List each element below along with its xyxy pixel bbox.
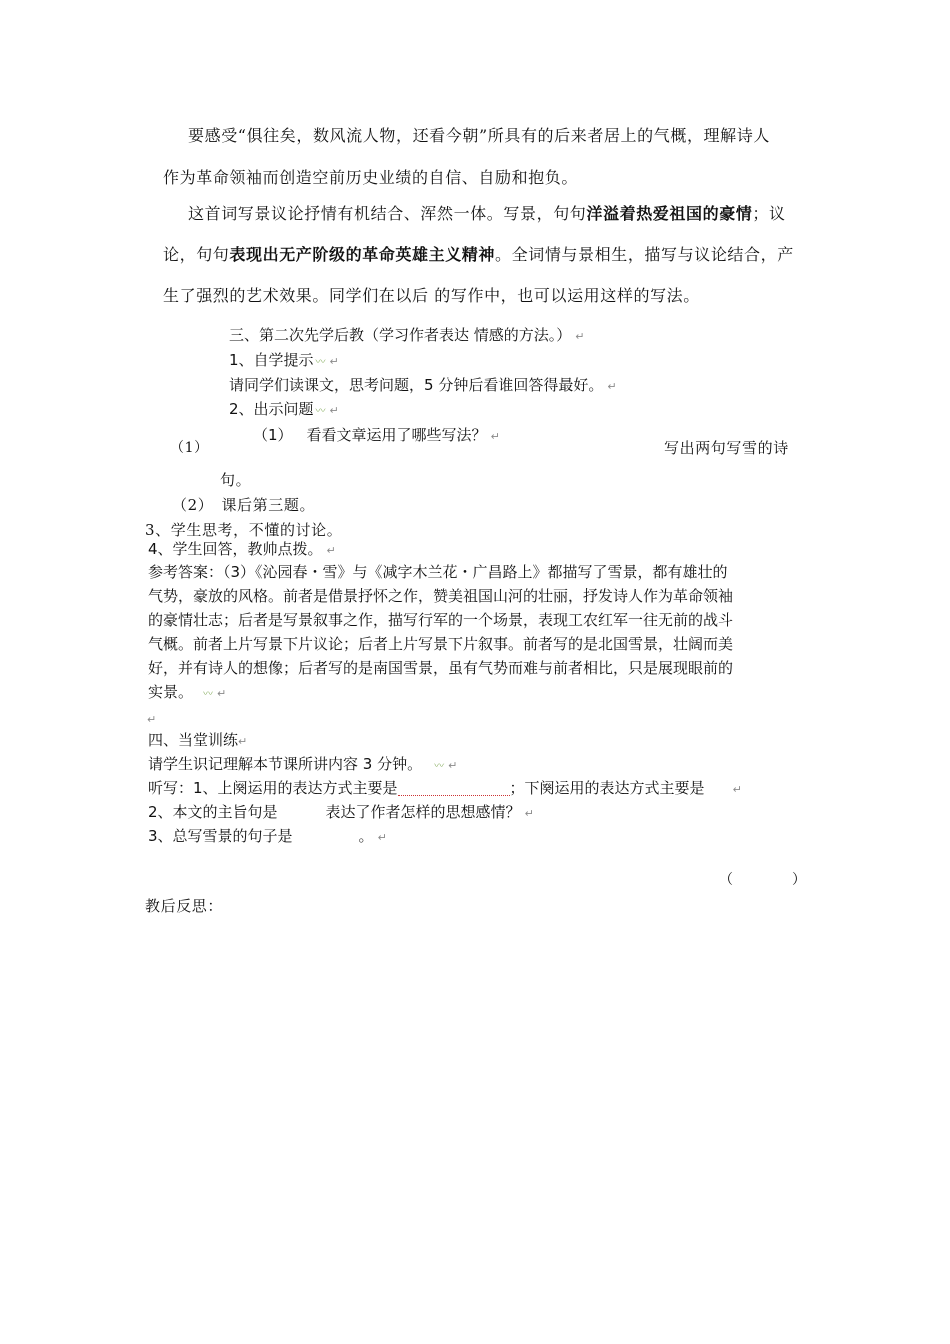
section3-item2: 2、出示问题 〰 ↵ <box>229 400 339 418</box>
section3-heading: 三、第二次先学后教（学习作者表达 情感的方法。） ↵ <box>229 326 585 344</box>
para1-line2: 作为革命领袖而创造空前历史业绩的自信、自励和抱负。 <box>163 168 579 187</box>
answer-parentheses: （ ） <box>719 872 807 888</box>
section3-item1: 1、自学提示 〰 ↵ <box>229 351 339 369</box>
section3-q1b-text: 写出两句写雪的诗 <box>664 439 789 457</box>
answer-line-2: 气势，豪放的风格。前者是借景抒怀之作，赞美祖国山河的壮丽，抒发诗人作为革命领袖 <box>148 587 734 605</box>
answer-line-3: 的豪情壮志；后者是写景叙事之作，描写行军的一个场景，表现工农红军一往无前的战斗 <box>148 611 734 629</box>
section3-item1-text: 请同学们读课文，思考问题，5 分钟后看谁回答得最好。 ↵ <box>229 376 617 394</box>
answer-line-5: 好，并有诗人的想像；后者写的是南国雪景，虽有气势而难与前者相比，只是展现眼前的 <box>148 659 734 677</box>
answer-line-1: 参考答案：（3）《沁园春・雪》与《减字木兰花・广昌路上》都描写了雪景，都有雄壮的 <box>148 563 728 581</box>
para2-line1-text: 这首词写景议论抒情有机结合、浑然一体。写景，句句 <box>188 204 587 223</box>
para2-line2-end: 。全词情与景相生，描写与议论结合，产 <box>495 245 794 264</box>
para2-line2-text: 论，句句 <box>163 245 230 264</box>
para2-line1-bold: 洋溢着热爱祖国的豪情 <box>586 204 753 223</box>
section3-item4: 4、学生回答，教帅点拨。 ↵ <box>148 540 336 558</box>
paragraph-mark-icon: ↵ <box>329 404 339 417</box>
para2-line3: 生了强烈的艺术效果。同学们在以后 的写作中，也可以运用这样的写法。 <box>163 286 700 305</box>
paragraph-mark-icon: ↵ <box>238 735 248 748</box>
paragraph-mark-icon: ↵ <box>329 355 339 368</box>
answer-blank-3[interactable] <box>278 806 326 820</box>
section4-dictation: 听写：1、上阕运用的表达方式主要是 ；下阕运用的表达方式主要是 ↵ <box>148 779 742 797</box>
section4-intro: 请学生识记理解本节课所讲内容 3 分钟。 〰 ↵ <box>148 755 458 773</box>
paragraph-mark-icon: ↵ <box>524 807 534 820</box>
answer-line-6: 实景。 〰 ↵ <box>148 683 227 701</box>
paragraph-mark-icon: ↵ <box>607 380 617 393</box>
reflection-label: 教后反思： <box>145 897 224 915</box>
paragraph-mark-icon: ↵ <box>448 759 458 772</box>
para1-line1: 要感受“俱往矣，数风流人物，还看今朝”所具有的后来者居上的气概，理解诗人 <box>188 126 770 145</box>
para2-line1 <box>188 206 786 222</box>
paragraph-mark-icon: ↵ <box>377 831 387 844</box>
paragraph-mark-icon: ↵ <box>575 330 585 343</box>
para2-line2-bold: 表现出无产阶级的革命英雄主义精神 <box>229 245 496 264</box>
section4-q3: 3、总写雪景的句子是 。 ↵ <box>148 827 387 845</box>
section3-q1b-cont: 句。 <box>220 471 252 489</box>
section4-q2: 2、本文的主旨句是 表达了作者怎样的思想感情？ ↵ <box>148 803 534 821</box>
paragraph-mark-icon: ↵ <box>217 687 227 700</box>
paragraph-mark-icon: ↵ <box>326 544 336 557</box>
squiggle-icon: 〰 <box>434 761 445 772</box>
paragraph-mark-icon: ↵ <box>490 430 500 443</box>
answer-blank-4[interactable] <box>293 830 359 844</box>
para2-line2 <box>163 247 794 263</box>
answer-line-4: 气概。前者上片写景下片议论；后者上片写景下片叙事。前者写的是北国雪景，壮阔而美 <box>148 635 734 653</box>
section3-q1b-num: （1） <box>170 440 209 456</box>
answer-blank-2[interactable] <box>705 782 729 796</box>
section4-heading: 四、当堂训练↵ <box>148 731 248 749</box>
squiggle-icon: 〰 <box>315 406 326 417</box>
empty-paragraph <box>147 711 156 726</box>
paragraph-mark-icon: ↵ <box>732 783 742 796</box>
answer-blank-1[interactable] <box>398 781 510 796</box>
squiggle-icon: 〰 <box>315 357 326 368</box>
para2-line1-end: ；议 <box>752 204 786 223</box>
section3-item3: 3、学生思考，不懂的讨论。 <box>145 521 343 539</box>
section3-q1: （1） 看看文章运用了哪些写法？ ↵ <box>253 426 500 444</box>
squiggle-icon: 〰 <box>203 689 214 700</box>
paragraph-mark-icon: ↵ <box>147 713 157 726</box>
section3-q2: （2） 课后第三题。 <box>172 496 316 514</box>
